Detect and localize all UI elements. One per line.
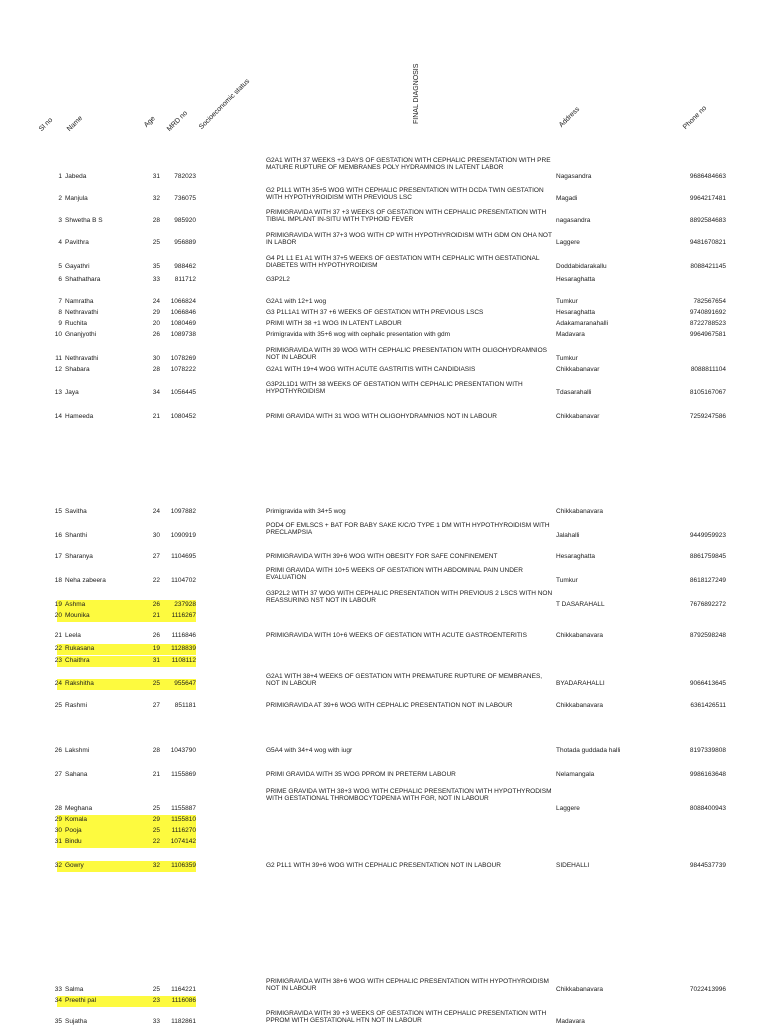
cell-phone: 8088400943 [689, 805, 726, 812]
cell-diagnosis: PRIMIGRAVIDA WITH 37+3 WOG WITH CP WITH HYPOTHYROIDISM WITH GDM ON OHA NOT IN LABOR [266, 232, 552, 247]
header-slno: Sl no [38, 116, 55, 133]
cell-age: 21 [152, 612, 160, 619]
cell-name: Preethi pal [65, 997, 97, 1004]
cell-mrd: 1116086 [171, 997, 196, 1004]
cell-phone: 8088421145 [690, 263, 726, 270]
cell-diagnosis: G2 P1L1 WITH 35+5 WOG WITH CEPHALIC PRESENTATION WITH DCDA TWIN GESTATION WITH HYPOTHYROIDISM WITH PREVIOUS LSC [266, 187, 544, 202]
cell-name: Nethravathi [65, 355, 99, 362]
cell-slno: 3 [58, 217, 62, 224]
cell-slno: 6 [58, 276, 62, 283]
cell-address: Nelamangala [556, 771, 595, 778]
cell-slno: 17 [54, 553, 62, 560]
cell-phone: 8618127249 [689, 577, 726, 584]
cell-age: 31 [152, 657, 160, 664]
cell-phone: 9740891692 [689, 309, 726, 316]
cell-diagnosis: G2A1 WITH 38+4 WEEKS OF GESTATION WITH PREMATURE RUPTURE OF MEMBRANES, NOT IN LABOUR [266, 673, 543, 688]
cell-slno: 31 [54, 838, 62, 845]
cell-address: Chikkabanavara [556, 702, 603, 709]
cell-diagnosis: Primigravida with 35+6 wog with cephalic presentation with gdm [266, 331, 451, 338]
cell-mrd: 736075 [174, 195, 196, 202]
cell-slno: 29 [54, 816, 62, 823]
cell-mrd: 1043790 [170, 747, 196, 754]
cell-name: Jabeda [65, 173, 87, 180]
header-phone: Phone no [682, 104, 709, 131]
header-age: Age [143, 115, 157, 129]
cell-age: 34 [152, 389, 160, 396]
cell-name: Rukasana [65, 645, 95, 652]
cell-slno: 35 [54, 1018, 62, 1025]
cell-age: 32 [152, 862, 160, 869]
cell-address: Chikkabanavar [556, 366, 600, 373]
cell-phone: 7022413996 [689, 986, 726, 993]
cell-slno: 32 [54, 862, 62, 869]
cell-slno: 11 [55, 355, 62, 362]
cell-diagnosis: PRIME GRAVIDA WITH 38+3 WOG WITH CEPHALIC PRESENTATION WITH HYPOTHYRODISM WITH GESTATIONAL THROMBOCYTOPENIA WITH FGR, NOT IN LABOUR [266, 788, 552, 803]
cell-mrd: 1097882 [170, 508, 196, 515]
cell-mrd: 1108112 [171, 657, 196, 664]
cell-diagnosis: G4 P1 L1 E1 A1 WITH 37+5 WEEKS OF GESTATION WITH CEPHALIC WITH GESTATIONAL DIABETES WITH HYPOTHYROIDISM [266, 255, 540, 270]
cell-slno: 15 [54, 508, 62, 515]
cell-phone: 9964967581 [689, 331, 726, 338]
cell-name: Komala [65, 816, 88, 823]
cell-age: 22 [152, 838, 160, 845]
cell-phone: 7676892272 [689, 601, 726, 608]
cell-mrd: 1104695 [171, 553, 196, 560]
cell-name: Shathathara [65, 276, 101, 283]
cell-name: Shanthi [65, 532, 88, 539]
cell-name: Gowry [65, 862, 84, 869]
header-diagnosis: FINAL DIAGNOSIS [413, 63, 420, 124]
header-mrd: MRD no [166, 109, 190, 133]
cell-age: 29 [152, 309, 160, 316]
cell-diagnosis: POD4 OF EMLSCS + BAT FOR BABY SAKE K/C/O TYPE 1 DM WITH HYPOTHYROIDISM WITH PRECLAMPSIA [266, 522, 550, 537]
cell-mrd: 1089738 [170, 331, 196, 338]
cell-name: Hameeda [65, 413, 94, 420]
cell-name: Meghana [65, 805, 93, 812]
cell-age: 24 [152, 298, 160, 305]
cell-name: Shwetha B S [65, 217, 103, 224]
cell-name: Rakshitha [65, 680, 94, 687]
cell-age: 21 [152, 413, 160, 420]
cell-mrd: 851181 [174, 702, 196, 709]
cell-slno: 12 [54, 366, 62, 373]
cell-age: 27 [152, 702, 160, 709]
cell-phone: 8892584683 [689, 217, 726, 224]
cell-diagnosis: PRIMI WITH 38 +1 WOG IN LATENT LABOUR [266, 320, 402, 327]
cell-mrd: 985920 [174, 217, 196, 224]
cell-name: Sharanya [65, 553, 93, 560]
cell-name: Namratha [65, 298, 94, 305]
cell-phone: 9844537739 [689, 862, 726, 869]
cell-phone: 8088811104 [690, 366, 726, 373]
cell-slno: 22 [54, 645, 62, 652]
cell-address: T DASARAHALL [556, 601, 605, 608]
cell-slno: 34 [54, 997, 62, 1004]
cell-diagnosis: G3P2L2 WITH 37 WOG WITH CEPHALIC PRESENTATION WITH PREVIOUS 2 LSCS WITH NON REASSURING NST NOT IN LABOUR [266, 590, 553, 605]
cell-slno: 5 [58, 263, 62, 270]
cell-slno: 10 [54, 331, 62, 338]
cell-diagnosis: PRIMIGRAVIDA WITH 38+6 WOG WITH CEPHALIC PRESENTATION WITH HYPOTHYROIDISM NOT IN LABOUR [266, 978, 549, 993]
cell-slno: 8 [58, 309, 62, 316]
cell-address: Tdasarahalli [556, 389, 592, 396]
cell-diagnosis: G3P2L2 [266, 276, 290, 283]
cell-age: 25 [152, 827, 160, 834]
cell-age: 19 [152, 645, 160, 652]
cell-slno: 28 [54, 805, 62, 812]
cell-name: Jaya [65, 389, 79, 396]
cell-name: Salma [65, 986, 84, 993]
cell-name: Rashmi [65, 702, 88, 709]
cell-address: Tumkur [556, 577, 578, 584]
cell-diagnosis: G2A1 with 12+1 wog [266, 298, 327, 305]
cell-slno: 13 [54, 389, 62, 396]
cell-phone: 9964217481 [689, 195, 726, 202]
cell-diagnosis: PRIMIGRAVIDA WITH 39 +3 WEEKS OF GESTATION WITH CEPHALIC PRESENTATION WITH PPROM WITH GESTATIONAL HTN NOT IN LABOUR [266, 1010, 547, 1025]
cell-slno: 25 [54, 702, 62, 709]
cell-age: 27 [152, 553, 160, 560]
cell-mrd: 1074142 [170, 838, 196, 845]
cell-slno: 7 [58, 298, 62, 305]
cell-mrd: 1155869 [171, 771, 196, 778]
cell-address: Magadi [556, 195, 578, 202]
cell-slno: 24 [54, 680, 62, 687]
cell-name: Sahana [65, 771, 88, 778]
cell-diagnosis: Primigravida with 34+5 wog [266, 508, 346, 515]
cell-mrd: 811712 [174, 276, 196, 283]
cell-age: 30 [152, 532, 160, 539]
cell-age: 28 [152, 747, 160, 754]
cell-slno: 21 [54, 632, 62, 639]
cell-mrd: 1155810 [171, 816, 196, 823]
cell-address: Hesaraghatta [556, 276, 596, 283]
cell-mrd: 1116270 [171, 827, 196, 834]
cell-phone: 8722788523 [689, 320, 726, 327]
cell-age: 33 [152, 276, 160, 283]
header-address: Address [558, 105, 582, 129]
cell-name: Leela [65, 632, 81, 639]
cell-diagnosis: G2A1 WITH 19+4 WOG WITH ACUTE GASTRITIS WITH CANDIDIASIS [266, 366, 476, 373]
cell-address: Chikkabanavara [556, 986, 603, 993]
cell-mrd: 988462 [174, 263, 196, 270]
cell-slno: 20 [54, 612, 62, 619]
cell-diagnosis: PRIMIGRAVIDA WITH 10+6 WEEKS OF GESTATION WITH ACUTE GASTROENTERITIS [266, 632, 527, 639]
cell-name: Gayathri [65, 263, 90, 270]
cell-address: Madavara [556, 331, 585, 338]
cell-age: 29 [152, 816, 160, 823]
cell-mrd: 1056445 [170, 389, 196, 396]
cell-age: 28 [152, 366, 160, 373]
cell-slno: 26 [54, 747, 62, 754]
cell-name: Ruchita [65, 320, 88, 327]
cell-age: 23 [152, 997, 160, 1004]
cell-slno: 14 [54, 413, 62, 420]
cell-slno: 27 [54, 771, 62, 778]
cell-mrd: 1106359 [171, 862, 196, 869]
cell-address: Hesaraghatta [556, 309, 596, 316]
cell-diagnosis: G3P2L1D1 WITH 38 WEEKS OF GESTATION WITH CEPHALIC PRESENTATION WITH HYPOTHYROIDISM [266, 381, 523, 396]
cell-age: 26 [152, 632, 160, 639]
cell-slno: 16 [54, 532, 62, 539]
cell-name: Shabara [65, 366, 90, 373]
cell-diagnosis: G3 P1L1A1 WITH 37 +6 WEEKS OF GESTATION WITH PREVIOUS LSCS [266, 309, 484, 316]
cell-phone: 8861759845 [689, 553, 726, 560]
cell-phone: 8792598248 [689, 632, 726, 639]
cell-name: Gnanjyothi [65, 331, 97, 338]
cell-name: Chaithra [65, 657, 90, 664]
cell-slno: 2 [58, 195, 62, 202]
cell-age: 25 [152, 680, 160, 687]
cell-mrd: 1078222 [170, 366, 196, 373]
cell-phone: 9986163648 [689, 771, 726, 778]
cell-address: BYADARAHALLI [556, 680, 605, 687]
cell-diagnosis: G5A4 with 34+4 wog with iugr [266, 747, 353, 754]
cell-slno: 19 [54, 601, 62, 608]
cell-age: 28 [152, 217, 160, 224]
cell-age: 31 [152, 173, 160, 180]
cell-phone: 782567654 [693, 298, 726, 305]
cell-mrd: 1116267 [171, 612, 196, 619]
cell-phone: 9449959923 [689, 532, 726, 539]
cell-mrd: 956889 [174, 239, 196, 246]
cell-diagnosis: PRIMIGRAVIDA AT 39+6 WOG WITH CEPHALIC PRESENTATION NOT IN LABOUR [266, 702, 513, 709]
cell-mrd: 237928 [174, 601, 196, 608]
cell-phone: 7259247586 [689, 413, 726, 420]
cell-diagnosis: PRIMI GRAVIDA WITH 35 WOG PPROM IN PRETERM LABOUR [266, 771, 456, 778]
cell-address: Thotada guddada halli [556, 747, 621, 754]
cell-name: Pavithra [65, 239, 89, 246]
cell-name: Mounika [65, 612, 90, 619]
cell-address: Doddabidarakallu [556, 263, 607, 270]
cell-address: nagasandra [556, 217, 591, 224]
cell-phone: 8105167067 [689, 389, 726, 396]
cell-slno: 4 [58, 239, 62, 246]
cell-address: Tumkur [556, 298, 578, 305]
cell-diagnosis: G2 P1L1 WITH 39+6 WOG WITH CEPHALIC PRESENTATION NOT IN LABOUR [266, 862, 501, 869]
cell-age: 24 [152, 508, 160, 515]
cell-age: 35 [152, 263, 160, 270]
cell-address: SIDEHALLI [556, 862, 590, 869]
cell-mrd: 1090919 [170, 532, 196, 539]
cell-slno: 33 [54, 986, 62, 993]
cell-diagnosis: G2A1 WITH 37 WEEKS +3 DAYS OF GESTATION WITH CEPHALIC PRESENTATION WITH PRE MATURE RUPTURE OF MEMBRANES POLY HYDRAMNIOS IN LATENT LABOR [266, 157, 551, 172]
cell-mrd: 782023 [174, 173, 196, 180]
cell-name: Nethravathi [65, 309, 99, 316]
cell-age: 30 [152, 355, 160, 362]
cell-mrd: 1116846 [171, 632, 196, 639]
cell-mrd: 1182861 [171, 1018, 196, 1025]
cell-name: Pooja [65, 827, 82, 834]
header-socio: Socioeconomic status [198, 77, 252, 131]
cell-address: Nagasandra [556, 173, 592, 180]
cell-diagnosis: PRIMIGRAVIDA WITH 37 +3 WEEKS OF GESTATION WITH CEPHALIC PRESENTATION WITH TIBIAL IMPLANT IN-SITU WITH TYPHOID FEVER [266, 209, 547, 224]
cell-diagnosis: PRIMI GRAVIDA WITH 31 WOG WITH OLIGOHYDRAMNIOS NOT IN LABOUR [266, 413, 497, 420]
cell-address: Hesaraghatta [556, 553, 596, 560]
cell-age: 20 [152, 320, 160, 327]
cell-address: Laggere [556, 805, 580, 812]
cell-age: 33 [152, 1018, 160, 1025]
cell-age: 32 [152, 195, 160, 202]
cell-name: Lakshmi [65, 747, 90, 754]
cell-address: Laggere [556, 239, 580, 246]
cell-name: Ashma [65, 601, 86, 608]
cell-name: Sujatha [65, 1018, 88, 1025]
cell-phone: 9481670821 [689, 239, 726, 246]
cell-mrd: 1128839 [171, 645, 196, 652]
cell-phone: 9686484663 [689, 173, 726, 180]
cell-name: Savitha [65, 508, 87, 515]
cell-age: 25 [152, 986, 160, 993]
cell-age: 25 [152, 239, 160, 246]
cell-phone: 6361426511 [690, 702, 726, 709]
cell-address: Jalahalli [556, 532, 580, 539]
cell-address: Chikkabanavar [556, 413, 600, 420]
cell-age: 26 [152, 601, 160, 608]
cell-mrd: 1066824 [170, 298, 196, 305]
cell-age: 22 [152, 577, 160, 584]
cell-age: 21 [152, 771, 160, 778]
cell-diagnosis: PRIMIGRAVIDA WITH 39+6 WOG WITH OBESITY FOR SAFE CONFINEMENT [266, 553, 498, 560]
cell-mrd: 1080469 [170, 320, 196, 327]
cell-diagnosis: PRIMI GRAVIDA WITH 10+5 WEEKS OF GESTATION WITH ABDOMINAL PAIN UNDER EVALUATION [266, 567, 523, 582]
cell-slno: 18 [54, 577, 62, 584]
cell-slno: 23 [54, 657, 62, 664]
cell-age: 26 [152, 331, 160, 338]
cell-diagnosis: PRIMIGRAVIDA WITH 39 WOG WITH CEPHALIC PRESENTATION WITH OLIGOHYDRAMNIOS NOT IN LABOUR [266, 347, 547, 362]
cell-address: Chikkabanavara [556, 632, 603, 639]
cell-address: Tumkur [556, 355, 578, 362]
cell-name: Bindu [65, 838, 82, 845]
cell-address: Adakamaranahalli [556, 320, 609, 327]
cell-phone: 9066413645 [689, 680, 726, 687]
cell-mrd: 1080452 [170, 413, 196, 420]
cell-slno: 1 [58, 173, 62, 180]
cell-mrd: 1066846 [170, 309, 196, 316]
header-name: Name [66, 114, 85, 133]
cell-mrd: 1078269 [170, 355, 196, 362]
cell-address: Madavara [556, 1018, 585, 1025]
cell-mrd: 1104702 [171, 577, 196, 584]
cell-phone: 8197339808 [689, 747, 726, 754]
cell-slno: 30 [54, 827, 62, 834]
cell-age: 25 [152, 805, 160, 812]
cell-slno: 9 [58, 320, 62, 327]
cell-mrd: 1155887 [171, 805, 196, 812]
cell-name: Neha zabeera [65, 577, 106, 584]
cell-name: Manjula [65, 195, 88, 202]
cell-address: Chikkabanavara [556, 508, 603, 515]
cell-mrd: 1164221 [171, 986, 196, 993]
cell-mrd: 955647 [174, 680, 196, 687]
